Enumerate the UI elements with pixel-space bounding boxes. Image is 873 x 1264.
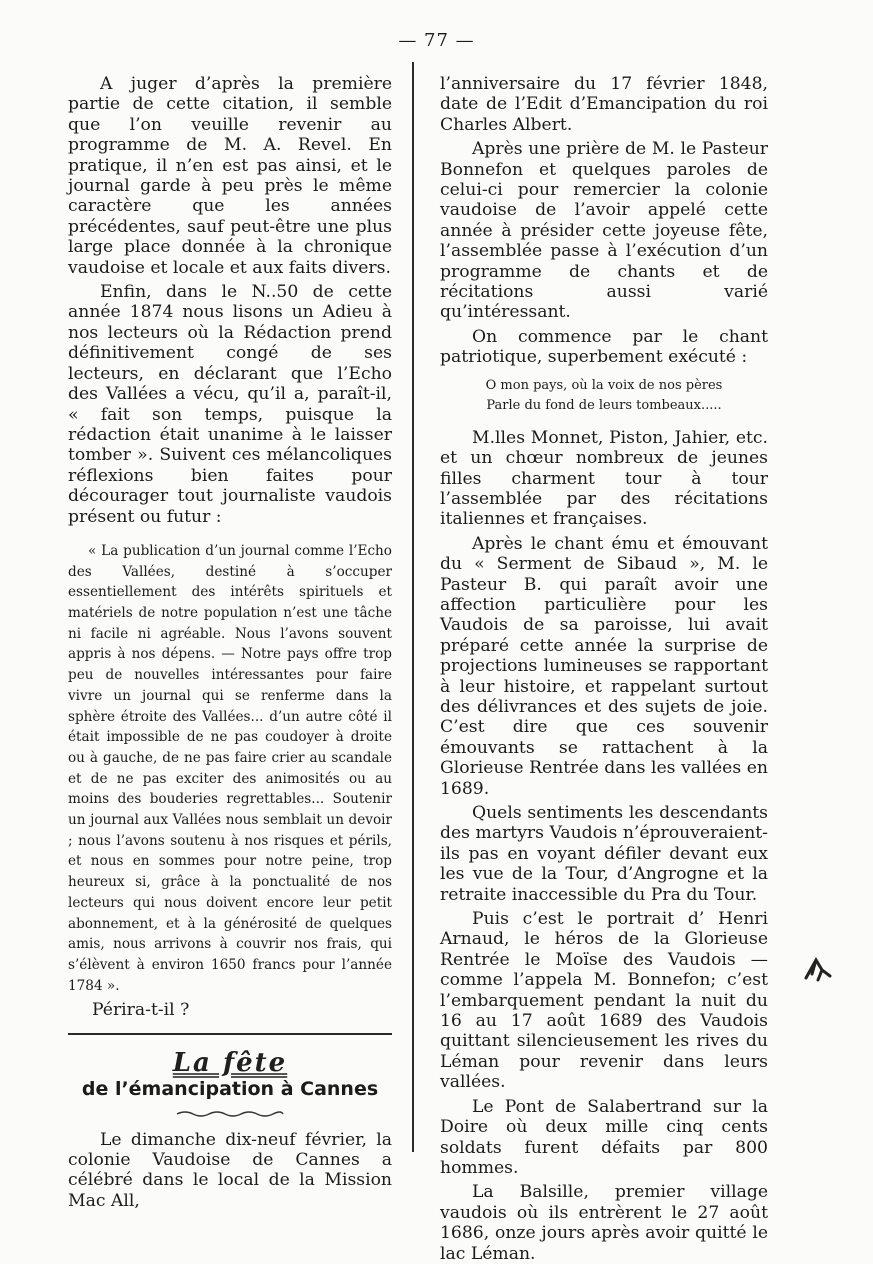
paragraph: Après une prière de M. le Pasteur Bonnefon et quelques paroles de celui-ci pour remercier la colonie vaudoise de l’avoir appelé cette année à présider cette joyeuse fête, l’assemblée passe à l’exécution d’un programme de chants et de récitations aussi varié qu’intéressant. [440, 139, 768, 323]
poem-quote [440, 376, 768, 416]
page-number: — 77 — [398, 30, 475, 51]
section-heading-title: La fête [172, 1047, 288, 1078]
paragraph: Puis c’est le portrait d’ Henri Arnaud, le héros de la Glorieuse Rentrée le Moïse des Vaudois — comme l’appela M. Bonnefon; c’est l’embarquement pendant la nuit du 16 au 17 août 1689 des Vaudois quittant silencieusement les rives du Léman pour revenir dans leurs vallées. [440, 909, 768, 1093]
right-column [440, 74, 768, 1264]
paragraph: A juger d’après la première partie de cette citation, il semble que l’on veuille revenir au programme de M. A. Revel. En pratique, il n’en est pas ainsi, et le journal garde à peu près le même caractère que les années précédentes, sauf peut-être une plus large place donnée à la chronique vaudoise et locale et aux faits divers. [68, 74, 392, 278]
paragraph: La Balsille, premier village vaudois où ils entrèrent le 27 août 1686, onze jours après avoir quitté le lac Léman. [440, 1182, 768, 1264]
paragraph: M.lles Monnet, Piston, Jahier, etc. et un chœur nombreux de jeunes filles charment tour à tour l’assemblée par des récitations italiennes et françaises. [440, 427, 768, 530]
paragraph: Périra-t-il ? [92, 1000, 190, 1021]
flourish-ornament [175, 1110, 285, 1118]
left-column [68, 74, 392, 1211]
paragraph: On commence par le chant patriotique, superbement exécuté : [440, 326, 768, 368]
section-rule [68, 1033, 392, 1035]
paragraph: l’anniversaire du 17 février 1848, date de l’Edit d’Emancipation du roi Charles Albert. [440, 74, 768, 135]
margin-ink-mark [800, 956, 834, 982]
paragraph: Quels sentiments les descendants des martyrs Vaudois n’éprouveraient-ils pas en voyant défiler devant eux les vue de la Tour, d’Angrogne et la retraite inaccessible du Pra du Tour. [440, 803, 768, 905]
paragraph: Après le chant ému et émouvant du « Serment de Sibaud », M. le Pasteur B. qui paraît avoir une affection particulière pour les Vaudois de sa paroisse, lui avait préparé cette année la surprise de projections lumineuses se rapportant à leur histoire, et rappelant surtout des délivrances et des sujets de joie. C’est dire que ces souvenir émouvants se rattachent à la Glorieuse Rentrée dans les vallées en 1689. [440, 533, 768, 799]
paragraph: Enfin, dans le N..50 de cette année 1874 nous lisons un Adieu à nos lecteurs où la Rédaction prend définitivement congé de ses lecteurs, en déclarant que l’Echo des Vallées a vécu, qu’il a, paraît-il, « fait son temps, puisque la rédaction était unanime à le laisser tomber ». Suivent ces mélancoliques réflexions bien faites pour décourager tout journaliste vaudois présent ou futur : [68, 282, 392, 527]
block-quote: « La publication d’un journal comme l’Echo des Vallées, destiné à s’occuper essentiellement des intérêts spirituels et matériels de notre population n’est une tâche ni facile ni agréable. Nous l’avons souvent appris à nos dépens. — Notre pays offre trop peu de nouvelles intéressantes pour faire vivre un journal qui se renferme dans la sphère étroite des Vallées... d’un autre côté il était impossible de ne pas coudoyer à droite ou à gauche, de ne pas faire crier au scandale et de ne pas exciter des animosités ou au moins des bouderies regrettables... Soutenir un journal aux Vallées nous semblait un devoir ; nous l’avons soutenu à nos risques et périls, et nous en sommes pour notre peine, trop heureux si, grâce à la ponctualité de nos lecteurs qui nous doivent encore leur petit abonnement, et à la générosité de quelques amis, nous arrivons à couvrir nos frais, qui s’élèvent à environ 1650 francs pour l’année 1784 ». [68, 542, 392, 994]
paragraph: Le dimanche dix-neuf février, la colonie Vaudoise de Cannes a célébré dans le local de la Mission Mac All, [68, 1129, 392, 1211]
poem-line: O mon pays, où la voix de nos pères [485, 377, 723, 393]
section-heading-subtitle: de l’émancipation à Cannes [81, 1078, 379, 1101]
poem-line: Parle du fond de leurs tombeaux..... [486, 397, 722, 413]
paragraph: Le Pont de Salabertrand sur la Doire où deux mille cinq cents soldats furent défaits par 800 hommes. [440, 1096, 768, 1178]
column-divider [412, 62, 414, 1152]
